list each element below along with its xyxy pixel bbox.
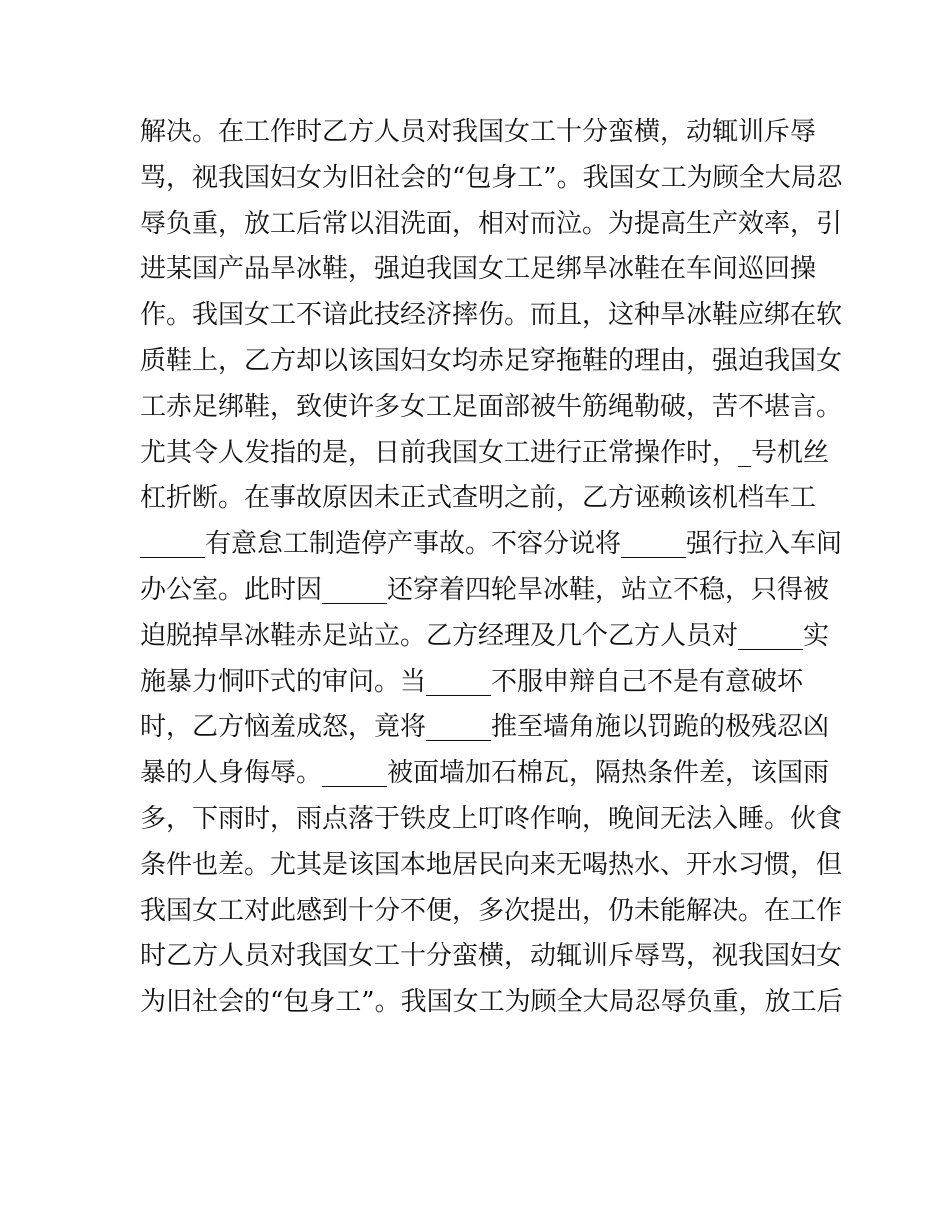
text-line: 暴的人身侮辱。_____被面墙加石棉瓦，隔热条件差，该国雨 xyxy=(140,758,830,789)
text-line: 办公室。此时因_____还穿着四轮旱冰鞋，站立不稳，只得被 xyxy=(140,574,830,605)
text-line: 工赤足绑鞋，致使许多女工足面部被牛筋绳勒破，苦不堪言。 xyxy=(140,391,843,422)
text-line: _____有意怠工制造停产事故。不容分说将_____强行拉入车间 xyxy=(140,529,843,560)
text-line: 进某国产品旱冰鞋，强迫我国女工足绑旱冰鞋在车间巡回操 xyxy=(140,254,817,285)
text-line: 时，乙方恼羞成怒，竟将_____推至墙角施以罚跪的极残忍凶 xyxy=(140,712,830,743)
text-line: 施暴力恫吓式的审问。当_____不服申辩自己不是有意破坏 xyxy=(140,666,804,697)
text-line: 我国女工对此感到十分不便，多次提出，仍未能解决。在工作 xyxy=(140,895,843,926)
text-line: 条件也差。尤其是该国本地居民向来无喝热水、开水习惯，但 xyxy=(140,849,843,880)
text-line: 质鞋上，乙方却以该国妇女均赤足穿拖鞋的理由，强迫我国女 xyxy=(140,345,843,376)
text-line: 为旧社会的“包身工”。我国女工为顾全大局忍辱负重，放工后 xyxy=(140,987,843,1018)
text-line: 多，下雨时，雨点落于铁皮上叮咚作响，晚间无法入睡。伙食 xyxy=(140,803,843,834)
text-line: 骂，视我国妇女为旧社会的“包身工”。我国女工为顾全大局忍 xyxy=(140,162,843,193)
text-line: 作。我国女工不谙此技经济摔伤。而且，这种旱冰鞋应绑在软 xyxy=(140,300,843,331)
text-line: 迫脱掉旱冰鞋赤足站立。乙方经理及几个乙方人员对_____实 xyxy=(140,620,830,651)
text-line: 杠折断。在事故原因未正式查明之前，乙方诬赖该机档车工 xyxy=(140,483,817,514)
body-text xyxy=(140,110,843,1026)
text-line: 辱负重，放工后常以泪洗面，相对而泣。为提高生产效率，引 xyxy=(140,208,843,239)
text-line: 尤其令人发指的是，日前我国女工进行正常操作时，_号机丝 xyxy=(140,437,830,468)
text-line: 时乙方人员对我国女工十分蛮横，动辄训斥辱骂，视我国妇女 xyxy=(140,941,843,972)
text-line: 解决。在工作时乙方人员对我国女工十分蛮横，动辄训斥辱 xyxy=(140,117,817,147)
